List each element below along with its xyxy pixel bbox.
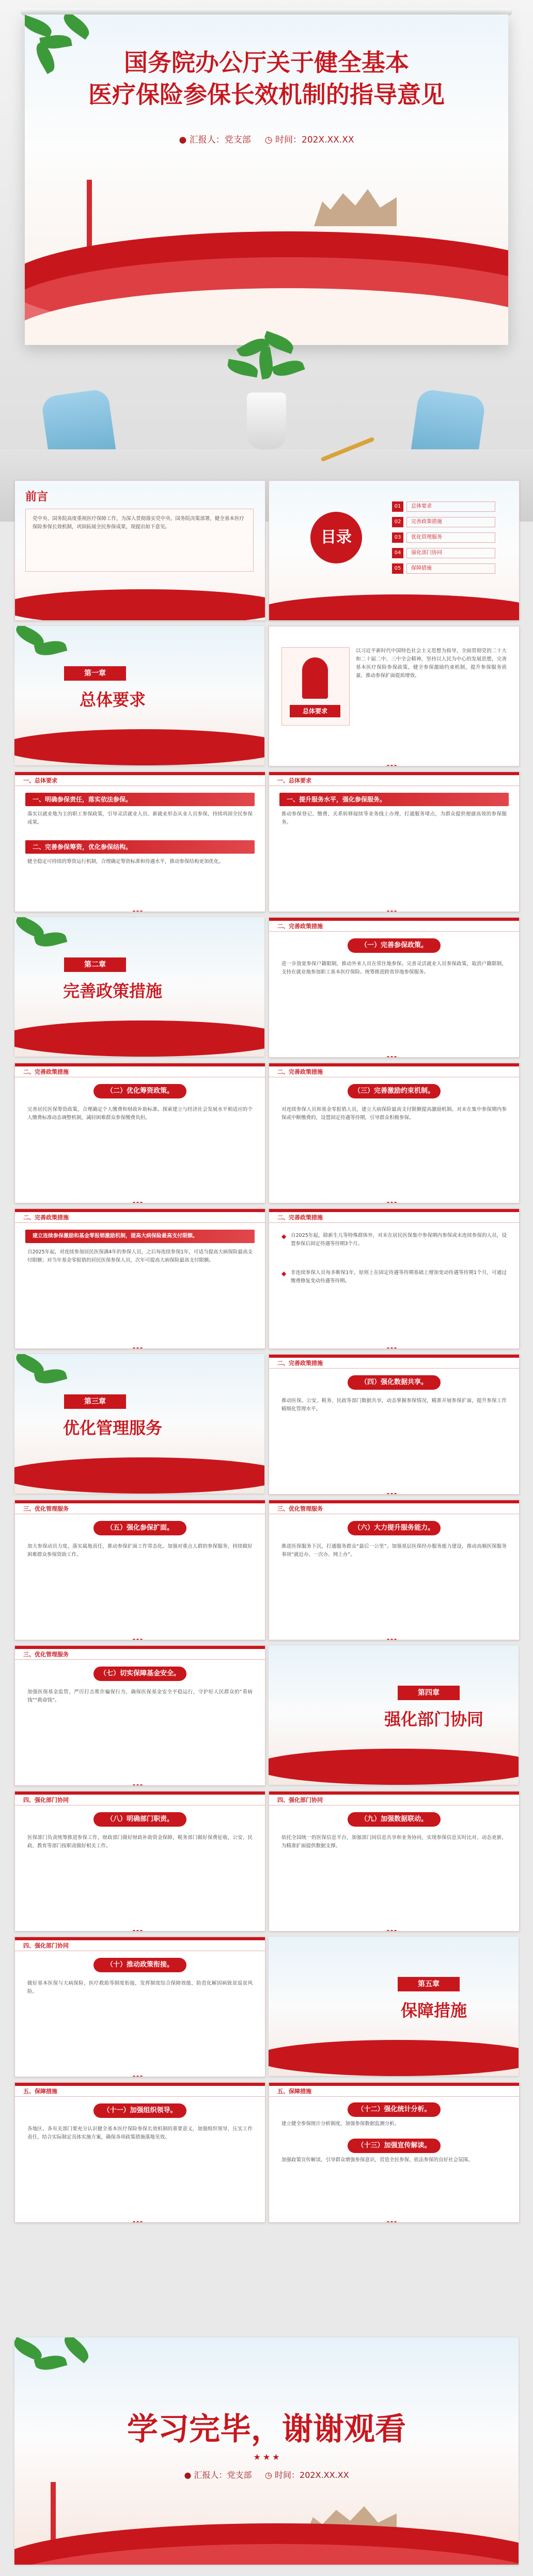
red-wave-decoration xyxy=(269,1749,519,1785)
point-pill: （十一）加强组织领导。 xyxy=(93,2103,186,2118)
closing-time: 时间：202X.XX.XX xyxy=(275,2470,349,2480)
point-pill: （二）优化筹资政策。 xyxy=(93,1084,186,1098)
point-pill: （八）明确部门职责。 xyxy=(93,1812,186,1827)
slide-chapter-1 xyxy=(14,626,264,765)
point-text: 推动参保登记、缴费、关系转移接续等业务线上办理，打通服务堵点，为群众提供便捷高效的参保服务。 xyxy=(281,811,507,825)
point-pill: （一）完善参保政策。 xyxy=(348,938,441,953)
slide-s5-a xyxy=(14,2082,265,2223)
toc-item[interactable] xyxy=(392,501,495,512)
pagination-dots xyxy=(387,1488,401,1491)
toc-item[interactable] xyxy=(392,563,495,574)
point-text: 完善居民医保筹资政策，合理确定个人缴费和财政补助标准。探索建立与经济社会发展水平相适应的个人缴费标准动态调整机制，减轻困难群众参保缴费负担。 xyxy=(27,1107,253,1121)
toc-number: 05 xyxy=(392,563,403,574)
hero-title-line1: 国务院办公厅关于健全基本 xyxy=(124,49,409,76)
point-pill: （十）推动政策衔接。 xyxy=(93,1958,186,1972)
divider xyxy=(269,931,519,932)
pagination-dots xyxy=(387,905,401,908)
point-pill: （十三）加强宣传解读。 xyxy=(348,2139,441,2153)
bullet-icon: ◆ xyxy=(281,1233,287,1240)
chapter-title: 强化部门协同 xyxy=(384,1709,483,1729)
pagination-dots xyxy=(387,1633,401,1637)
red-wave-decoration xyxy=(14,729,264,765)
point-text: 自2025年起，对连续参加居民医保满4年的参保人员，之后每连续参保1年，可适当提高大病保险最高支付限额；对当年基金零报销的居民医保参保人员，次年可提高大病保险最高支付限额。 xyxy=(27,1249,253,1263)
slide-chapter-4 xyxy=(269,1645,519,1785)
chapter-tag: 第五章 xyxy=(398,1977,460,1991)
pagination-dots xyxy=(133,1342,147,1345)
section-header: 二、完善政策措施 xyxy=(277,923,323,930)
toc-label: 目录 xyxy=(310,512,362,563)
toc-item-label: 优化管理服务 xyxy=(406,532,495,543)
hero-reporter: 汇报人：党支部 xyxy=(189,135,251,145)
section-header: 二、完善政策措施 xyxy=(277,1069,323,1075)
chapter-tag: 第三章 xyxy=(64,1394,126,1409)
point-pill: （四）强化数据共享。 xyxy=(348,1375,441,1390)
point-text: 建立健全参保统计分析制度，加强参保数据监测分析。 xyxy=(281,2121,400,2127)
point-text: 加大参保动员力度，落实属地责任，推动参保扩面工作常态化。加强对重点人群的参保服务，持续做好困难群众参保资助工作。 xyxy=(27,1544,253,1558)
star-decoration: ★★★ xyxy=(253,2452,282,2462)
chapter-title: 完善政策措施 xyxy=(62,981,162,1001)
chapter-tag: 第二章 xyxy=(64,957,126,972)
section-header: 四、强化部门协同 xyxy=(277,1797,323,1803)
hero-presentation-scene xyxy=(0,0,533,522)
slide-toc xyxy=(269,480,520,621)
point-text: 做好基本医保与大病保险、医疗救助等制度衔接，发挥制度综合保障效能，防范化解因病致贫返贫风险。 xyxy=(27,1981,253,1994)
point-text: 加强政策宣传解读，引导群众增强参保意识，营造全民参保、依法参保的良好社会氛围。 xyxy=(281,2157,473,2163)
section-header: 三、优化管理服务 xyxy=(23,1651,69,1658)
speaker-icon xyxy=(302,657,328,699)
pagination-dots xyxy=(387,1342,401,1345)
top-bar xyxy=(269,1500,519,1503)
clock-icon: ◷ xyxy=(264,2470,272,2480)
divider xyxy=(15,1222,265,1223)
toc-item[interactable] xyxy=(392,532,495,543)
toc-number: 02 xyxy=(392,517,403,527)
point-text: 对连续参保人员和基金零报销人员，建立大病保险最高支付限额提高激励机制。对未在集中参保期内参保或中断缴费的，设置固定待遇等待期，引导群众积极参保。 xyxy=(281,1107,507,1121)
point-text: 进一步放宽参保户籍限制，推动外来人员在常住地参保。完善灵活就业人员参保政策，取消户籍限制，支持在就业地参加职工基本医疗保险。统筹推进跨省异地参保服务。 xyxy=(281,961,507,975)
closing-meta xyxy=(14,2469,519,2480)
point-text: 推动医保、公安、税务、民政等部门数据共享，动态掌握参保情况，精准开展参保扩面，提升参保工作精细化管理水平。 xyxy=(281,1398,507,1412)
hero-meta xyxy=(25,132,508,145)
hero-title-line2: 医疗保险参保长效机制的指导意见 xyxy=(88,81,445,108)
chapter-tag: 第四章 xyxy=(398,1686,460,1700)
toc-item[interactable] xyxy=(392,548,495,558)
potted-plant xyxy=(227,325,305,398)
red-wave-decoration xyxy=(14,1457,264,1494)
point-pill: （七）切实保障基金安全。 xyxy=(93,1667,186,1681)
slide-s3-a xyxy=(14,1500,265,1640)
clock-icon: ◷ xyxy=(264,135,273,145)
pagination-dots xyxy=(387,1925,401,1928)
projector-screen xyxy=(25,14,508,345)
red-wave-decoration xyxy=(14,589,265,621)
hero-time: 时间：202X.XX.XX xyxy=(275,135,354,145)
top-bar xyxy=(15,1500,265,1503)
section-header: 一、总体要求 xyxy=(277,777,311,784)
top-bar xyxy=(269,1355,519,1358)
section-header: 五、保障措施 xyxy=(23,2088,57,2095)
chapter-title: 总体要求 xyxy=(79,690,146,710)
point-text: 推进医保服务下沉，打通服务群众“最后一公里”。加强基层医保经办服务能力建设，推动高频医保服务事项“就近办、一次办、网上办”。 xyxy=(281,1544,507,1558)
chapter-title: 优化管理服务 xyxy=(62,1418,162,1438)
closing-reporter: 汇报人：党支部 xyxy=(194,2470,252,2480)
detail-text: 以习近平新时代中国特色社会主义思想为指导，全面贯彻党的二十大和二十届二中、三中全会精神，坚持以人民为中心的发展思想，完善基本医疗保险参保政策，健全参保激励约束机制，提升参保服务质量，推动参保扩面提质增效。 xyxy=(356,648,507,679)
point-text: 依托全国统一的医保信息平台，加强部门间信息共享和业务协同，实现参保信息实时比对、动态更新，为精准扩面提供数据支撑。 xyxy=(281,1835,507,1849)
bullet-text: 非连续参保人员每多断保1年，原则上在固定待遇等待期基础上增加变动待遇等待期1个月，可通过缴费修复变动待遇等待期。 xyxy=(291,1270,507,1284)
pagination-dots xyxy=(133,2216,147,2219)
leaf-decoration xyxy=(226,359,259,378)
leaf-decoration xyxy=(271,357,305,380)
slide-s3-c xyxy=(14,1645,265,1786)
top-bar xyxy=(269,1063,519,1066)
section-header: 四、强化部门协同 xyxy=(23,1942,69,1949)
red-wave-decoration xyxy=(269,2040,519,2076)
point-banner: 二、完善参保筹资，优化参保结构。 xyxy=(25,840,255,854)
point-text: 加强医保基金监管，严厉打击欺诈骗保行为，确保医保基金安全平稳运行，守护好人民群众的“看病钱”“救命钱”。 xyxy=(27,1689,253,1703)
slide-s3-b xyxy=(269,1500,520,1640)
top-bar xyxy=(269,772,519,775)
slide-preface xyxy=(14,480,265,621)
slide-s5-b xyxy=(269,2082,520,2223)
slide-s4-a xyxy=(14,1791,265,1931)
pagination-dots xyxy=(387,2216,401,2219)
top-bar xyxy=(15,1937,265,1940)
section-header: 二、完善政策措施 xyxy=(23,1214,69,1221)
divider xyxy=(269,1222,519,1223)
slide-chapter-3 xyxy=(14,1354,264,1494)
slide-s2-a xyxy=(269,917,520,1058)
divider xyxy=(15,2096,265,2097)
divider xyxy=(15,1659,265,1660)
toc-number: 04 xyxy=(392,548,403,558)
slide-s2-e xyxy=(14,1208,265,1349)
toc-item-label: 强化部门协同 xyxy=(406,548,495,558)
top-bar xyxy=(15,1646,265,1649)
point-banner: 一、明确参保责任，落实依法参保。 xyxy=(25,793,255,806)
top-bar xyxy=(269,2083,519,2086)
toc-number: 03 xyxy=(392,532,403,543)
top-bar xyxy=(15,1792,265,1795)
slide-chapter-2 xyxy=(14,917,264,1057)
top-bar xyxy=(269,1792,519,1795)
top-bar xyxy=(15,2083,265,2086)
chapter-tag: 第一章 xyxy=(64,666,126,681)
section-header: 二、完善政策措施 xyxy=(277,1360,323,1366)
top-bar xyxy=(269,1209,519,1212)
divider xyxy=(269,2096,519,2097)
leaf-decoration xyxy=(25,15,54,38)
pagination-dots xyxy=(387,1197,401,1200)
point-pill: （九）加强数据联动。 xyxy=(348,1812,441,1827)
slide-s1-points xyxy=(14,772,265,912)
bullet-text: 自2025年起，除新生儿等特殊群体外，对未在居民医保集中参保期内参保或未连续参保的人员，设置参保后固定待遇等待期3个月。 xyxy=(291,1233,507,1247)
preface-text: 党中央、国务院高度重视医疗保障工作，为深入贯彻落实党中央、国务院决策部署，健全基本医疗保险参保长效机制，巩固拓展全民参保成果，现提出如下意见。 xyxy=(33,516,244,530)
great-wall-illustration xyxy=(314,185,397,226)
point-text: 医保部门负责统筹推进参保工作，财政部门做好财政补助资金保障，税务部门做好保费征收，公安、民政、教育等部门按职责做好相关工作。 xyxy=(27,1835,253,1849)
slide-s1-more xyxy=(269,772,520,912)
pagination-dots xyxy=(387,760,401,763)
pagination-dots xyxy=(133,905,147,908)
top-bar xyxy=(269,918,519,921)
point-banner: 建立连续参保激励和基金零报销激励机制，提高大病保险最高支付限额。 xyxy=(25,1230,255,1243)
pagination-dots xyxy=(133,2070,147,2074)
pagination-dots xyxy=(133,1197,147,1200)
preface-heading: 前言 xyxy=(25,490,49,504)
point-pill: （五）强化参保扩面。 xyxy=(93,1521,186,1535)
point-text: 健全稳定可持续的筹资运行机制，合理确定筹资标准和待遇水平，推动参保结构更加优化。 xyxy=(27,859,224,865)
point-text: 落实以就业地为主的职工参保政策，引导灵活就业人员、新就业形态从业人员参保，持续巩固全民参保成果。 xyxy=(27,811,253,825)
toc-number: 01 xyxy=(392,501,403,512)
slide-closing xyxy=(14,2337,519,2565)
toc-item[interactable] xyxy=(392,517,495,527)
point-banner: 一、提升服务水平，强化参保服务。 xyxy=(279,793,509,806)
top-bar xyxy=(15,1209,265,1212)
point-pill: （三）完善激励约束机制。 xyxy=(348,1084,441,1098)
slide-chapter-5 xyxy=(269,1937,519,2076)
chapter-title: 保障措施 xyxy=(400,2001,467,2020)
section-header: 二、完善政策措施 xyxy=(277,1214,323,1221)
closing-title: 学习完毕，谢谢观看 xyxy=(127,2411,406,2447)
section-header: 五、保障措施 xyxy=(277,2088,311,2095)
slide-s2-c xyxy=(269,1063,520,1203)
user-icon: ● xyxy=(184,2470,192,2480)
red-wave-decoration xyxy=(14,1020,264,1057)
bullet-icon: ◆ xyxy=(281,1270,287,1277)
toc-item-label: 总体要求 xyxy=(406,501,495,512)
point-pill: （十二）强化统计分析。 xyxy=(348,2102,441,2117)
pagination-dots xyxy=(133,1925,147,1928)
toc-item-label: 完善政策措施 xyxy=(406,517,495,527)
section-header: 一、总体要求 xyxy=(23,777,57,784)
section-header: 二、完善政策措施 xyxy=(23,1069,69,1075)
slide-s4-c xyxy=(14,1937,265,2077)
slide-s2-d xyxy=(269,1354,520,1495)
plant-pot xyxy=(247,392,286,449)
point-pill: （六）大力提升服务能力。 xyxy=(348,1521,441,1535)
point-text: 各地区、各有关部门要充分认识健全基本医疗保险参保长效机制的重要意义，加强组织领导，压实工作责任，结合实际制定具体实施方案，确保各项政策措施落地见效。 xyxy=(27,2126,253,2140)
divider xyxy=(269,1368,519,1369)
user-icon: ● xyxy=(179,135,187,145)
section-header: 三、优化管理服务 xyxy=(277,1505,323,1512)
pagination-dots xyxy=(133,1633,147,1637)
slide-chapter-1-detail xyxy=(269,626,520,766)
top-bar xyxy=(15,1063,265,1066)
section-header: 三、优化管理服务 xyxy=(23,1505,69,1512)
red-wave-decoration xyxy=(269,594,520,621)
top-bar xyxy=(15,772,265,775)
section-header: 四、强化部门协同 xyxy=(23,1797,69,1803)
slide-s2-b xyxy=(14,1063,265,1203)
pagination-dots xyxy=(387,1051,401,1054)
detail-badge: 总体要求 xyxy=(290,705,340,717)
slide-s2-f xyxy=(269,1208,520,1349)
slide-s4-b xyxy=(269,1791,520,1931)
toc-item-label: 保障措施 xyxy=(406,563,495,574)
pagination-dots xyxy=(133,1779,147,1782)
